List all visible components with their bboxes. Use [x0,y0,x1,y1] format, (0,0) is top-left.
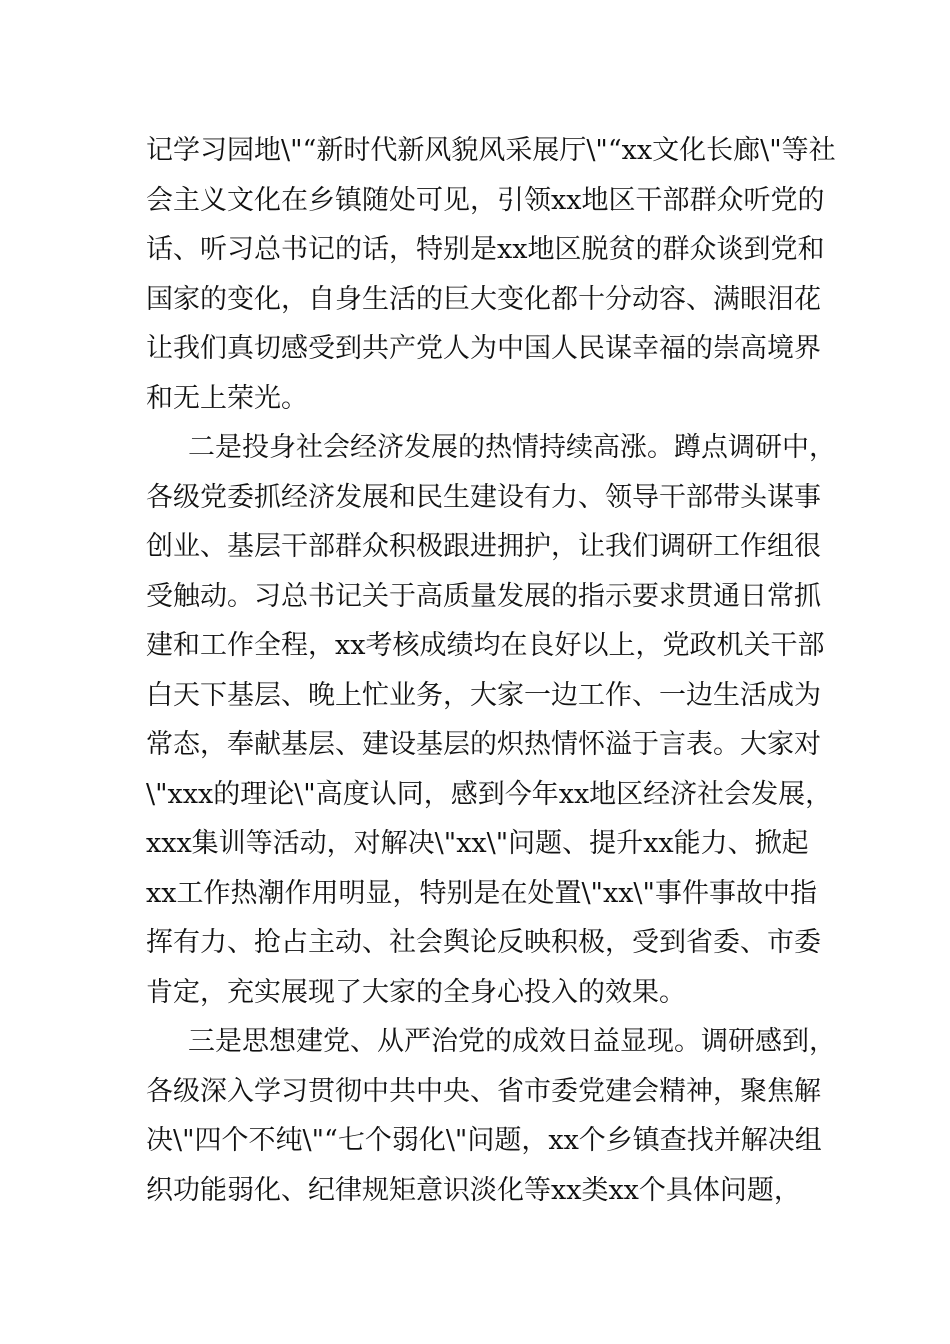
text-line: \"xxx的理论\"高度认同，感到今年xx地区经济社会发展， [146,778,833,810]
text-line: 建和工作全程，xx考核成绩均在良好以上，党政机关干部 [146,630,825,661]
text-line: 各级深入学习贯彻中共中央、省市委党建会精神，聚焦解 [146,1075,821,1107]
paragraph-start-line: 三是思想建党、从严治党的成效日益显现。调研感到， [188,1026,836,1057]
text-line: 国家的变化，自身生活的巨大变化都十分动容、满眼泪花 [146,283,821,315]
text-line: 和无上荣光。 [146,382,308,414]
text-line: 让我们真切感受到共产党人为中国人民谋幸福的崇高境界 [146,333,821,364]
paragraph-start-line: 二是投身社会经济发展的热情持续高涨。蹲点调研中， [188,432,836,463]
text-line: 会主义文化在乡镇随处可见，引领xx地区干部群众听党的 [146,184,825,216]
text-line: 记学习园地\"“新时代新风貌风采展厅\"“xx文化长廊\"等社 [146,135,836,166]
text-line: 各级党委抓经济发展和民生建设有力、领导干部带头谋事 [146,481,821,513]
text-line: 挥有力、抢占主动、社会舆论反映积极，受到省委、市委 [146,927,821,958]
document-body [146,126,836,1215]
text-line: 决\"四个不纯\"“七个弱化\"问题，xx个乡镇查找并解决组 [146,1125,822,1156]
text-line: 创业、基层干部群众积极跟进拥护，让我们调研工作组很 [146,531,821,562]
text-line: 白天下基层、晚上忙业务，大家一边工作、一边生活成为 [146,679,821,711]
text-line: 话、听习总书记的话，特别是xx地区脱贫的群众谈到党和 [146,234,825,265]
text-line: xxx集训等活动，对解决\"xx\"问题、提升xx能力、掀起 [146,828,809,859]
text-line: xx工作热潮作用明显，特别是在处置\"xx\"事件事故中指 [146,877,817,909]
text-line: 常态，奉献基层、建设基层的炽热情怀溢于言表。大家对 [146,729,821,760]
text-line: 肯定，充实展现了大家的全身心投入的效果。 [146,976,686,1008]
text-line: 织功能弱化、纪律规矩意识淡化等xx类xx个具体问题， [146,1174,801,1206]
text-line: 受触动。习总书记关于高质量发展的指示要求贯通日常抓 [146,580,821,612]
